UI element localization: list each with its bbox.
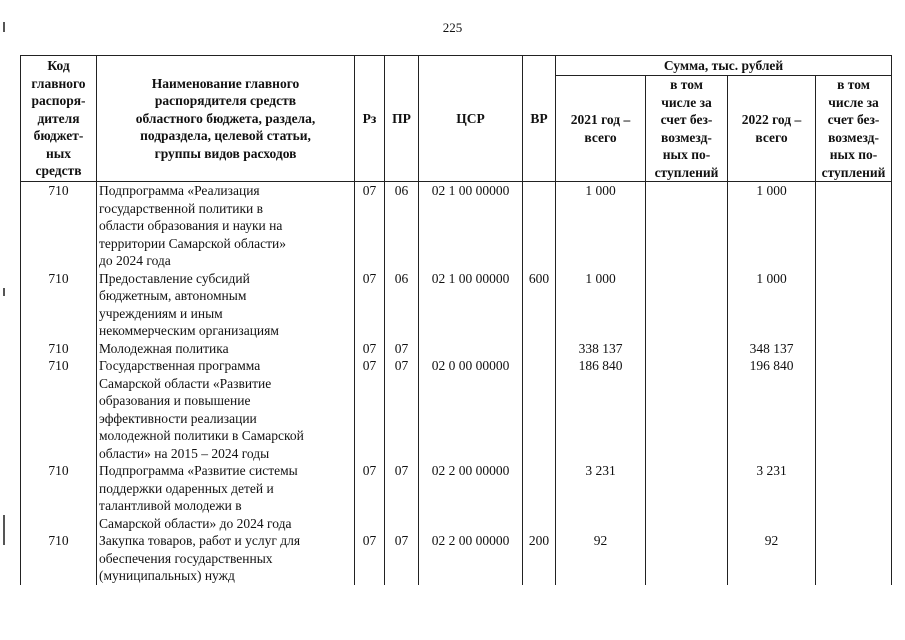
cell-2022-total: 348 137 bbox=[728, 340, 816, 358]
cell-2021-total: 92 bbox=[556, 532, 646, 585]
cell-2022-total: 1 000 bbox=[728, 270, 816, 340]
header-2021-total: 2021 год – всего bbox=[556, 76, 646, 182]
table-row bbox=[21, 462, 892, 532]
cell-csr: 02 2 00 00000 bbox=[419, 462, 523, 532]
header-2022-total: 2022 год – всего bbox=[728, 76, 816, 182]
header-csr: ЦСР bbox=[419, 56, 523, 182]
cell-vr bbox=[523, 357, 556, 462]
cell-2021-free bbox=[646, 270, 728, 340]
table-header bbox=[21, 56, 892, 182]
header-sum-group: Сумма, тыс. рублей bbox=[556, 56, 892, 76]
cell-2022-free bbox=[816, 357, 892, 462]
table-body bbox=[21, 182, 892, 585]
cell-kod: 710 bbox=[21, 182, 97, 270]
cell-name: Подпрограмма «Развитие системы поддержки одаренных детей и талантливой молодежи в Самарской области» до 2024 года bbox=[97, 462, 355, 532]
cell-2021-total: 1 000 bbox=[556, 270, 646, 340]
cell-2022-total: 1 000 bbox=[728, 182, 816, 270]
cell-2022-free bbox=[816, 532, 892, 585]
table-row bbox=[21, 182, 892, 270]
cell-name: Государственная программа Самарской области «Развитие образования и повышение эффективности реализации молодежной политики в Самарской области» на 2015 – 2024 годы bbox=[97, 357, 355, 462]
cell-name: Предоставление субсидий бюджетным, автономным учреждениям и иным некоммерческим организациям bbox=[97, 270, 355, 340]
cell-pr: 07 bbox=[385, 532, 419, 585]
cell-name: Закупка товаров, работ и услуг для обеспечения государственных (муниципальных) нужд bbox=[97, 532, 355, 585]
cell-csr: 02 1 00 00000 bbox=[419, 270, 523, 340]
header-name: Наименование главного распорядителя средств областного бюджета, раздела, подраздела, целевой статьи, группы видов расходов bbox=[97, 56, 355, 182]
cell-2022-total: 196 840 bbox=[728, 357, 816, 462]
cell-kod: 710 bbox=[21, 357, 97, 462]
cell-vr: 600 bbox=[523, 270, 556, 340]
cell-2022-free bbox=[816, 182, 892, 270]
header-pr: ПР bbox=[385, 56, 419, 182]
table-row bbox=[21, 340, 892, 358]
cell-2021-total: 3 231 bbox=[556, 462, 646, 532]
cell-pr: 07 bbox=[385, 340, 419, 358]
cell-2022-free bbox=[816, 340, 892, 358]
cell-2022-free bbox=[816, 270, 892, 340]
cell-csr: 02 1 00 00000 bbox=[419, 182, 523, 270]
cell-name: Молодежная политика bbox=[97, 340, 355, 358]
cell-vr bbox=[523, 340, 556, 358]
header-2021-free: в том числе за счет без- возмезд- ных по- ступлений bbox=[646, 76, 728, 182]
cell-2021-free bbox=[646, 340, 728, 358]
cell-vr: 200 bbox=[523, 532, 556, 585]
budget-table bbox=[20, 55, 892, 585]
header-kod: Код главного распоря- дителя бюджет- ных средств bbox=[21, 56, 97, 182]
cell-csr: 02 2 00 00000 bbox=[419, 532, 523, 585]
cell-2021-free bbox=[646, 182, 728, 270]
cell-kod: 710 bbox=[21, 462, 97, 532]
cell-vr bbox=[523, 182, 556, 270]
cell-csr: 02 0 00 00000 bbox=[419, 357, 523, 462]
cell-2022-total: 92 bbox=[728, 532, 816, 585]
cell-2021-total: 338 137 bbox=[556, 340, 646, 358]
cell-2022-free bbox=[816, 462, 892, 532]
cell-2021-free bbox=[646, 357, 728, 462]
cell-2021-total: 1 000 bbox=[556, 182, 646, 270]
table-row bbox=[21, 357, 892, 462]
cell-kod: 710 bbox=[21, 340, 97, 358]
cell-name: Подпрограмма «Реализация государственной политики в области образования и науки на территории Самарской области» до 2024 года bbox=[97, 182, 355, 270]
cell-2021-free bbox=[646, 462, 728, 532]
header-vr: ВР bbox=[523, 56, 556, 182]
table-row bbox=[21, 270, 892, 340]
header-rz: Рз bbox=[355, 56, 385, 182]
cell-rz: 07 bbox=[355, 340, 385, 358]
cell-pr: 06 bbox=[385, 182, 419, 270]
cell-2022-total: 3 231 bbox=[728, 462, 816, 532]
cell-2021-total: 186 840 bbox=[556, 357, 646, 462]
cell-2021-free bbox=[646, 532, 728, 585]
cell-vr bbox=[523, 462, 556, 532]
cell-kod: 710 bbox=[21, 270, 97, 340]
cell-rz: 07 bbox=[355, 182, 385, 270]
cell-kod: 710 bbox=[21, 532, 97, 585]
header-2022-free: в том числе за счет без- возмезд- ных по- ступлений bbox=[816, 76, 892, 182]
cell-rz: 07 bbox=[355, 532, 385, 585]
cell-rz: 07 bbox=[355, 357, 385, 462]
scan-edge-mark bbox=[3, 288, 5, 296]
page-number: 225 bbox=[442, 20, 463, 35]
cell-pr: 07 bbox=[385, 462, 419, 532]
cell-pr: 06 bbox=[385, 270, 419, 340]
scan-edge-mark bbox=[3, 22, 5, 32]
cell-pr: 07 bbox=[385, 357, 419, 462]
cell-rz: 07 bbox=[355, 270, 385, 340]
cell-rz: 07 bbox=[355, 462, 385, 532]
scan-edge-mark bbox=[3, 515, 5, 545]
table-row bbox=[21, 532, 892, 585]
cell-csr bbox=[419, 340, 523, 358]
